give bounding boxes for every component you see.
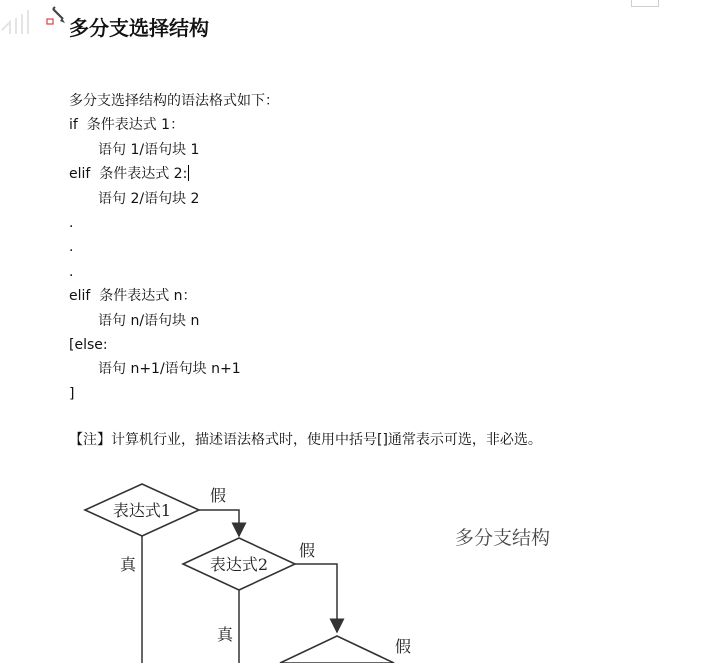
- flowchart-diagram: [65, 474, 635, 663]
- page-title: 多分支选择结构: [69, 16, 209, 40]
- syntax-ellipsis-1: .: [69, 214, 74, 231]
- pencil-icon[interactable]: [44, 6, 66, 26]
- false-path-2: [295, 564, 337, 632]
- flowchart-caption: 多分支结构: [455, 527, 551, 549]
- syntax-intro: 多分支选择结构的语法格式如下：: [69, 93, 279, 109]
- page-edge: [631, 0, 659, 7]
- syntax-elif-text-2[interactable]: elif 条件表达式 2:: [69, 166, 188, 183]
- syntax-statement-n: 语句 n/语句块 n: [98, 312, 200, 329]
- syntax-else-line: [else:: [69, 336, 108, 353]
- syntax-closing-bracket: ]: [69, 385, 75, 402]
- true-label-2: 真: [217, 625, 234, 644]
- decision-3-partial: [280, 636, 394, 663]
- note-paragraph: 【注】计算机行业，描述语法格式时，使用中括号[]通常表示可选，非必选。: [69, 432, 542, 448]
- syntax-statement-2: 语句 2/语句块 2: [98, 190, 200, 207]
- syntax-statement-1: 语句 1/语句块 1: [98, 141, 200, 158]
- decision-2-label: 表达式2: [209, 555, 269, 574]
- syntax-ellipsis-2: .: [69, 239, 74, 256]
- text-cursor: [188, 165, 189, 181]
- false-label-1: 假: [210, 486, 227, 505]
- syntax-statement-else: 语句 n+1/语句块 n+1: [98, 361, 241, 378]
- false-path-1: [199, 510, 239, 536]
- syntax-ellipsis-3: .: [69, 263, 74, 280]
- decision-1: [85, 484, 199, 536]
- syntax-elif-line-n: elif 条件表达式 n：: [69, 288, 197, 305]
- true-label-1: 真: [120, 555, 137, 574]
- corner-mark-icon: [0, 0, 34, 40]
- decision-1-label: 表达式1: [112, 501, 172, 520]
- false-label-3: 假: [395, 637, 412, 656]
- syntax-if-line: if 条件表达式 1：: [69, 117, 185, 134]
- decision-2: [183, 538, 295, 590]
- syntax-block: [69, 89, 669, 406]
- syntax-elif-line-2[interactable]: [69, 162, 669, 186]
- false-label-2: 假: [299, 541, 316, 560]
